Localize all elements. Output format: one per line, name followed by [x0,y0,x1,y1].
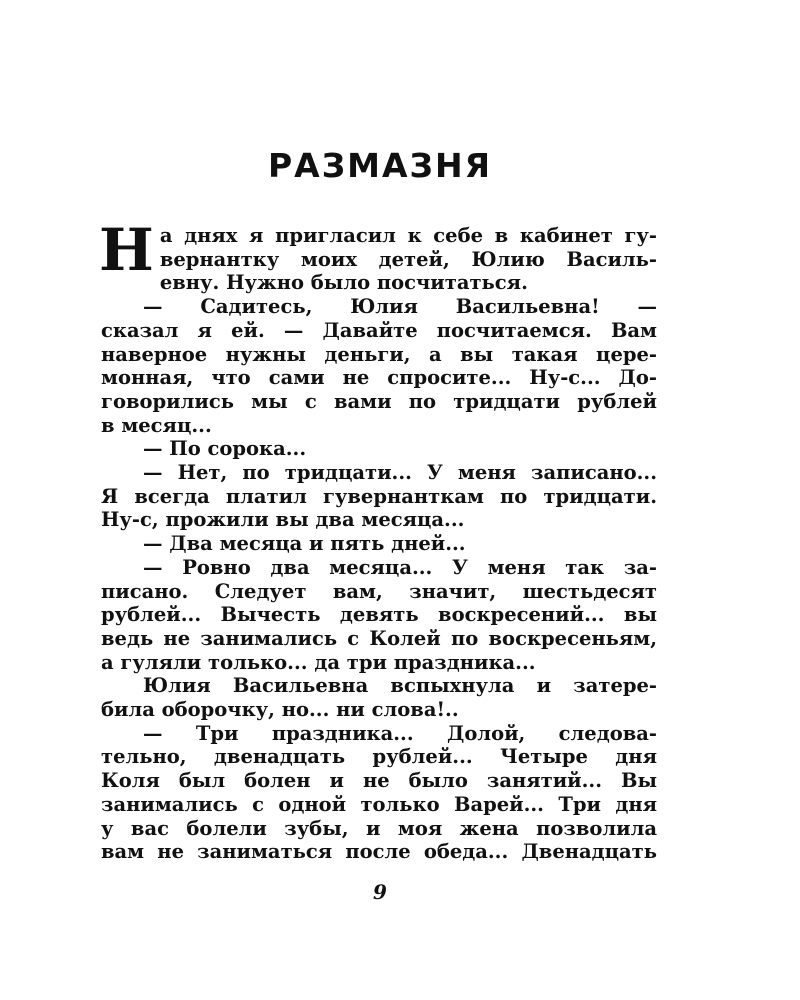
text-line: в месяц... [101,413,212,437]
text-line: евну. Нужно было посчитаться. [159,271,528,295]
text-line: монная, что сами не спросите... Ну-с... До- [101,366,657,390]
text-line: у вас болели зубы, и моя жена позволила [101,816,657,840]
text-line: а днях я пригласил к себе в кабинет гу- [159,224,657,247]
text-line: наверное нужны деньги, а вы такая цере- [101,342,657,366]
text-line: — Нет, по тридцати... У меня записано... [143,461,657,485]
text-line: сказал я ей. — Давайте посчитаемся. Вам [101,318,657,342]
text-line: била оборочку, но... ни слова!.. [101,698,459,722]
text-line: ведь не занимались с Колей по воскресеньям, [101,626,657,650]
body-text [99,216,657,864]
text-line: а гуляли только... да три праздника... [101,650,536,674]
text-line: Юлия Васильевна вспыхнула и затере- [143,674,657,698]
text-line: говорились мы с вами по тридцати рублей [101,389,657,413]
drop-cap: Н [99,216,154,284]
text-line: писано. Следует вам, значит, шестьдесят [101,579,657,603]
text-line: — Садитесь, Юлия Васильевна! — [143,295,657,319]
text-line: — Два месяца и пять дней... [143,532,466,556]
text-line: Ну-с, прожили вы два месяца... [101,508,465,532]
text-line: вам не заниматься после обеда... Двенадцать [101,840,657,864]
text-line: рублей... Вычесть девять воскресений... вы [101,603,657,627]
text-line: тельно, двенадцать рублей... Четыре дня [101,745,657,769]
text-line: — Ровно два месяца... У меня так за- [143,555,657,579]
text-line: вернантку моих детей, Юлию Василь- [159,247,657,271]
text-line: Я всегда платил гувернанткам по тридцати. [101,484,657,508]
text-line: — По сорока... [143,437,307,461]
chapter-title: РАЗМАЗНЯ [267,146,493,185]
page-number: 9 [373,880,387,904]
text-line: занимались с одной только Варей... Три дня [101,792,657,816]
text-line: Коля был болен и не было занятий... Вы [101,769,657,793]
text-line: — Три праздника... Долой, следова- [143,721,657,745]
